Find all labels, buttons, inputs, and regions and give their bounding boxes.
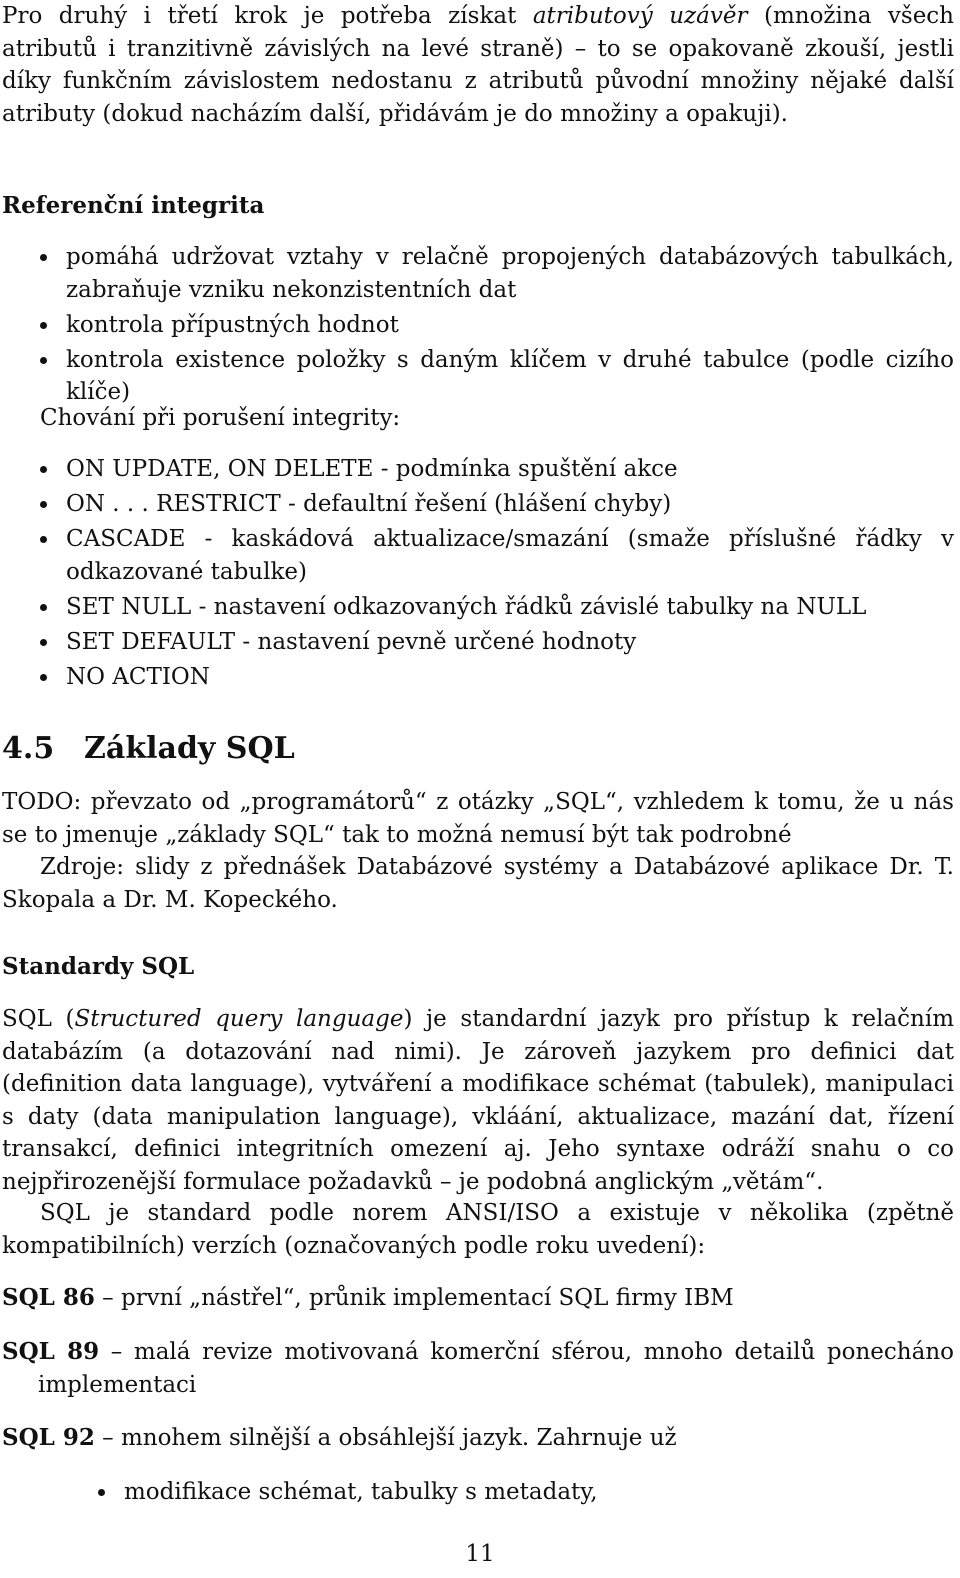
sql92-list (98, 1476, 954, 1511)
behavior-label: Chování při porušení integrity: (40, 405, 401, 431)
intro-paragraph (2, 0, 954, 130)
section-number: 4.5 (2, 731, 55, 766)
ref-integrity-heading: Referenční integrita (2, 192, 265, 219)
intro-text-2: (množina všech atributů i tranzitivně závislých na levé straně) – to se opakovaně zkouší, jestli díky funkčním závislostem nedostanu z atributů původní množiny nějaké další atributy (dokud nacházím další, přidávám je do množiny a opakuji). (2, 3, 954, 127)
page-number: 11 (465, 1541, 495, 1567)
version-term: SQL 92 (2, 1424, 95, 1451)
version-text: – malá revize motivovaná komerční sférou, mnoho detailů ponecháno implementaci (38, 1339, 954, 1398)
ref-integrity-list (40, 241, 954, 411)
intro-text-1: Pro druhý i třetí krok je potřeba získat (2, 3, 533, 29)
section-heading (2, 731, 295, 766)
standards-term: Structured query language (74, 1006, 404, 1032)
version-item-sql92 (2, 1422, 954, 1455)
list-item: ON UPDATE, ON DELETE - podmínka spuštění akce (40, 453, 954, 486)
list-item: modifikace schémat, tabulky s metadaty, (98, 1476, 954, 1509)
standards-versions-intro: SQL je standard podle norem ANSI/ISO a existuje v několika (zpětně kompatibilních) verzích (označovaných podle roku uvedení): (2, 1200, 954, 1259)
list-item: NO ACTION (40, 661, 954, 694)
version-term: SQL 86 (2, 1284, 95, 1311)
version-item-sql86 (2, 1282, 954, 1315)
version-item-sql89 (2, 1336, 954, 1401)
list-item: SET DEFAULT - nastavení pevně určené hodnoty (40, 626, 954, 659)
todo-paragraph: TODO: převzato od „programátorů“ z otázky „SQL“, vzhledem k tomu, že u nás se to jmenuje „základy SQL“ tak to možná nemusí být tak podrobné (2, 789, 954, 848)
list-item: ON . . . RESTRICT - defaultní řešení (hlášení chyby) (40, 488, 954, 521)
list-item: kontrola přípustných hodnot (40, 309, 954, 342)
version-term: SQL 89 (2, 1338, 100, 1365)
standards-text-2: ) je standardní jazyk pro přístup k relačním databázím (a dotazování nad nimi). Je zároveň jazykem pro definici dat (definition data language), vytváření a modifikace schémat (tabulek), manipulaci s daty (data manipulation language), vkláání, aktualizace, mazání dat, řízení transakcí, definici integritních omezení aj. Jeho syntaxe odráží snahu o co nejpřirozenější formulace požadavků – je podobná anglickým „větám“. (2, 1006, 955, 1195)
list-item: SET NULL - nastavení odkazovaných řádků závislé tabulky na NULL (40, 591, 954, 624)
standards-heading: Standardy SQL (2, 953, 195, 980)
standards-text-1: SQL ( (2, 1006, 75, 1032)
list-item: CASCADE - kaskádová aktualizace/smazání (smaže příslušné řádky v odkazované tabulke) (40, 523, 954, 588)
list-item: pomáhá udržovat vztahy v relačně propojených databázových tabulkách, zabraňuje vzniku nekonzistentních dat (40, 241, 954, 306)
section-title: Základy SQL (84, 731, 295, 766)
intro-term: atributový uzávěr (532, 3, 748, 29)
behavior-list (40, 453, 954, 696)
list-item: kontrola existence položky s daným klíčem v druhé tabulce (podle cizího klíče) (40, 344, 954, 409)
version-text: – mnohem silnější a obsáhlejší jazyk. Zahrnuje už (94, 1425, 677, 1451)
version-text: – první „nástřel“, průnik implementací SQL firmy IBM (94, 1285, 734, 1311)
standards-paragraph (2, 1003, 954, 1198)
sources-paragraph: Zdroje: slidy z přednášek Databázové systémy a Databázové aplikace Dr. T. Skopala a Dr. M. Kopeckého. (2, 854, 954, 913)
